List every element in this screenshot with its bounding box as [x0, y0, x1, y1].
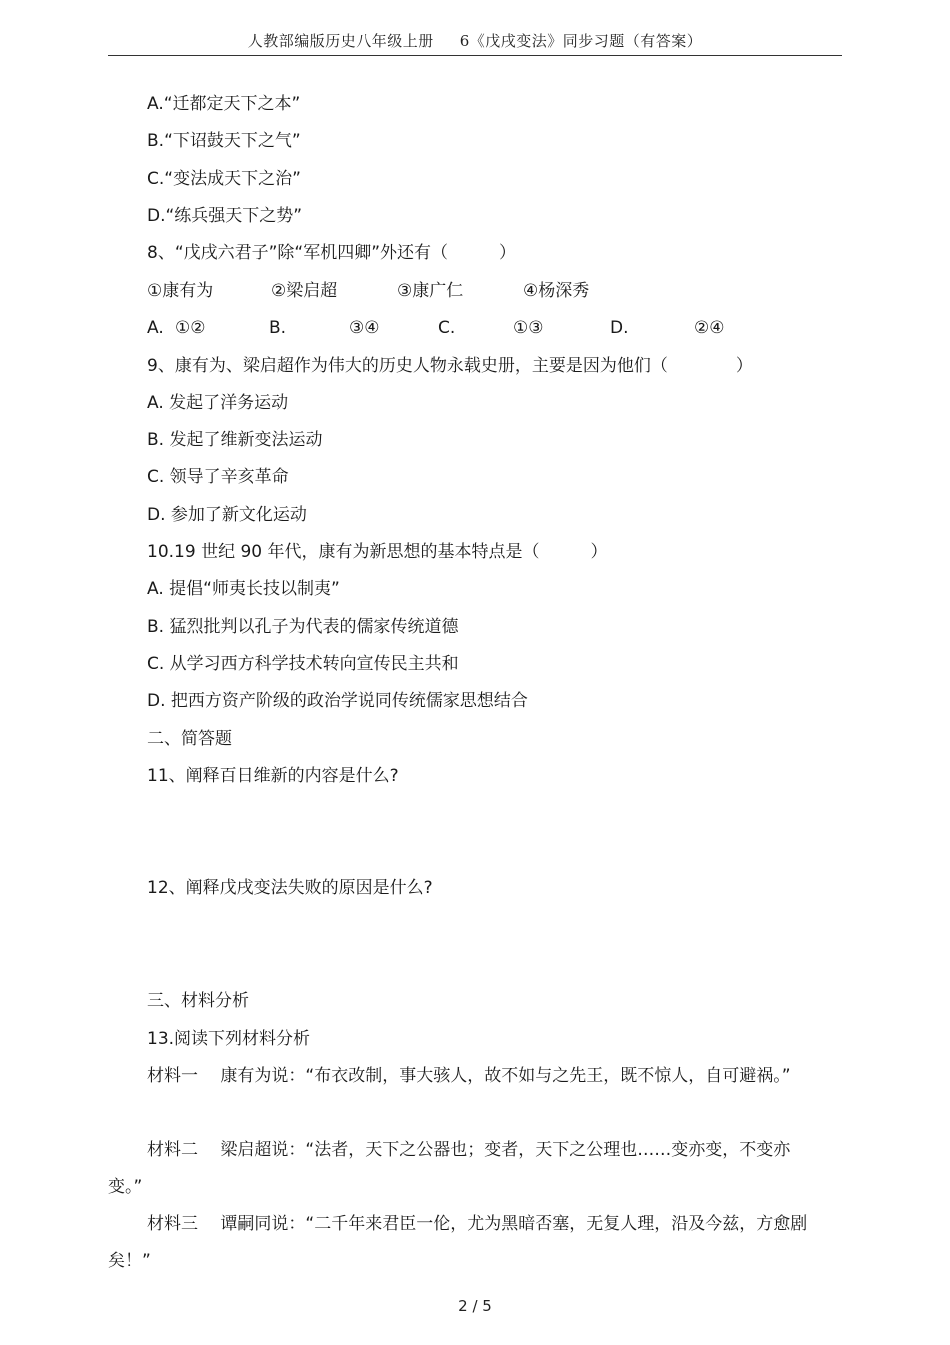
q8-option-value: ②④ — [694, 318, 725, 338]
q9-option-b: B. 发起了维新变法运动 — [147, 430, 323, 450]
q9-option-a: A. 发起了洋务运动 — [147, 393, 289, 413]
q8-option-letter: B. — [269, 318, 287, 338]
q9-question: 9、康有为、梁启超作为伟大的历史人物永载史册，主要是因为他们（ ） — [147, 356, 753, 376]
q8-option-letter: C. — [438, 318, 456, 338]
q8-item: ④杨深秀 — [523, 281, 590, 301]
q8-option-letter: A. — [147, 318, 164, 338]
header-divider — [108, 55, 842, 56]
q8-option-value: ①② — [175, 318, 206, 338]
q13-question: 13.阅读下列材料分析 — [147, 1029, 311, 1049]
q8-item: ③康广仁 — [397, 281, 464, 301]
q12-question: 12、阐释戊戌变法失败的原因是什么? — [147, 878, 433, 898]
q8-items — [147, 280, 589, 302]
q7-option-c: C.“变法成天下之治” — [147, 169, 301, 189]
q8-option-value: ①③ — [513, 318, 544, 338]
q8-options — [147, 317, 724, 339]
q8-question: 8、“戊戌六君子”除“军机四卿”外还有（ ） — [147, 243, 517, 263]
q10-option-d: D. 把西方资产阶级的政治学说同传统儒家思想结合 — [147, 691, 528, 711]
q8-item: ①康有为 — [147, 281, 214, 301]
page-header — [108, 30, 842, 51]
header-lesson-title: 6《戊戌变法》同步习题（有答案） — [459, 32, 703, 50]
q7-option-a: A.“迁都定天下之本” — [147, 94, 301, 114]
material-3: 材料三 谭嗣同说：“二千年来君臣一伦，尤为黑暗否塞，无复人理，沿及今兹，方愈剧矣！” — [108, 1214, 808, 1271]
q9-option-d: D. 参加了新文化运动 — [147, 505, 307, 525]
page-number: 2 / 5 — [458, 1297, 492, 1315]
q10-option-b: B. 猛烈批判以孔子为代表的儒家传统道德 — [147, 617, 459, 637]
q7-option-b: B.“下诏鼓天下之气” — [147, 131, 301, 151]
section-short-answer-title: 二、简答题 — [147, 729, 232, 749]
material-1: 材料一 康有为说：“布衣改制，事大骇人，故不如与之先王，既不惊人，自可避祸。” — [147, 1066, 791, 1086]
q8-option-value: ③④ — [349, 318, 380, 338]
section-material-analysis-title: 三、材料分析 — [147, 991, 249, 1011]
q11-question: 11、阐释百日维新的内容是什么? — [147, 766, 399, 786]
material-2: 材料二 梁启超说：“法者，天下之公器也；变者，天下之公理也……变亦变，不变亦变。” — [108, 1140, 791, 1197]
q10-option-a: A. 提倡“师夷长技以制夷” — [147, 579, 340, 599]
q10-option-c: C. 从学习西方科学技术转向宣传民主共和 — [147, 654, 459, 674]
q7-option-d: D.“练兵强天下之势” — [147, 206, 303, 226]
header-course-title: 人教部编版历史八年级上册 — [247, 32, 434, 50]
q8-item: ②梁启超 — [271, 281, 338, 301]
q8-option-letter: D. — [610, 318, 629, 338]
q9-option-c: C. 领导了辛亥革命 — [147, 467, 289, 487]
q10-question: 10.19 世纪 90 年代，康有为新思想的基本特点是（ ） — [147, 542, 608, 562]
